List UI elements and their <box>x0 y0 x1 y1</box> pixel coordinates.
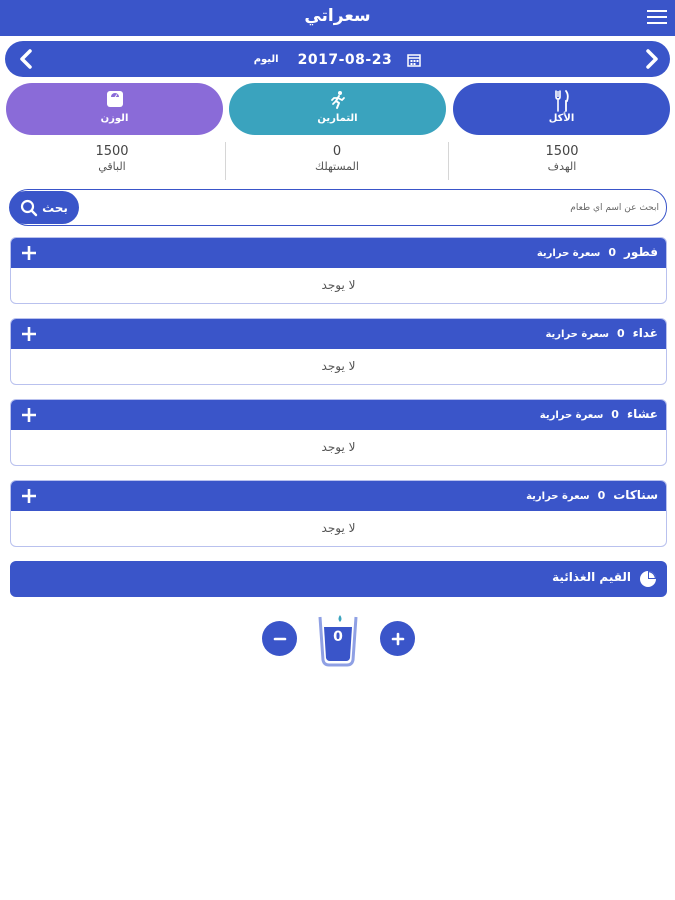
meal-empty-text: لا يوجد <box>321 359 356 373</box>
tab-weight[interactable] <box>6 83 223 135</box>
meal-calories-unit: سعرة حرارية <box>545 329 609 340</box>
meal-snacks <box>10 480 667 547</box>
search-button-label: بحث <box>42 200 68 215</box>
hamburger-menu-icon[interactable] <box>647 10 667 26</box>
tab-weight-label: الوزن <box>100 113 129 124</box>
remaining-value: 1500 <box>95 144 129 159</box>
meal-calories: 0 <box>616 327 625 340</box>
scale-icon <box>106 90 124 108</box>
add-snacks-button[interactable] <box>17 484 41 508</box>
meal-calories-unit: سعرة حرارية <box>536 248 601 259</box>
meal-header <box>11 481 666 511</box>
meal-title <box>540 407 658 421</box>
tab-exercise[interactable] <box>229 83 446 135</box>
stat-goal <box>450 142 674 180</box>
chevron-right-icon[interactable] <box>637 45 665 73</box>
meal-calories-unit: سعرة حرارية <box>539 410 604 421</box>
app-title: سعراتي <box>304 6 371 26</box>
app-header <box>0 0 675 36</box>
meal-header <box>11 319 666 349</box>
meal-name: غداء <box>632 326 658 340</box>
pie-chart-icon <box>639 570 657 588</box>
calendar-icon <box>407 53 421 67</box>
meal-title <box>526 488 658 502</box>
meal-header <box>11 238 666 268</box>
nutrition-label: القيم الغذائية <box>552 570 631 584</box>
consumed-label: المستهلك <box>315 160 359 173</box>
stat-consumed <box>225 142 449 180</box>
tab-food-label: الأكل <box>548 113 575 124</box>
meal-title <box>545 326 658 340</box>
meal-calories: 0 <box>608 246 617 259</box>
meal-empty-text: لا يوجد <box>321 440 356 454</box>
plus-icon <box>390 631 406 647</box>
search-icon <box>20 199 38 217</box>
meal-name: سناكات <box>613 488 658 502</box>
meal-calories-unit: سعرة حرارية <box>526 491 590 502</box>
add-lunch-button[interactable] <box>17 322 41 346</box>
meal-title <box>537 245 658 259</box>
meal-calories: 0 <box>611 408 619 421</box>
meal-name: فطور <box>624 245 658 259</box>
meal-empty-text: لا يوجد <box>321 278 356 292</box>
date-display[interactable] <box>5 49 670 68</box>
meal-lunch <box>10 318 667 385</box>
meal-empty-text: لا يوجد <box>321 521 356 535</box>
goal-value: 1500 <box>545 144 579 159</box>
fork-knife-icon <box>554 90 570 112</box>
add-breakfast-button[interactable] <box>17 241 41 265</box>
add-dinner-button[interactable] <box>17 403 41 427</box>
minus-icon <box>272 631 288 647</box>
meal-name: عشاء <box>626 407 658 421</box>
today-label: اليوم <box>253 54 279 65</box>
search-input[interactable] <box>83 198 659 218</box>
stat-remaining <box>0 142 224 180</box>
tab-exercise-label: التمارين <box>317 113 358 124</box>
consumed-value: 0 <box>332 144 342 159</box>
remaining-label: الباقي <box>98 160 126 173</box>
food-search <box>10 189 667 226</box>
nutrition-values-button[interactable] <box>10 561 667 597</box>
water-plus-button[interactable] <box>380 621 415 656</box>
water-count: 0 <box>333 629 343 645</box>
current-date: 2017-08-23 <box>297 51 393 68</box>
meal-dinner <box>10 399 667 466</box>
goal-label: الهدف <box>547 160 577 173</box>
meal-header <box>11 400 666 430</box>
search-button[interactable] <box>9 191 79 224</box>
meal-calories: 0 <box>597 489 606 502</box>
date-navigator <box>5 41 670 77</box>
tab-food[interactable] <box>453 83 670 135</box>
running-icon <box>329 90 347 110</box>
meal-breakfast <box>10 237 667 304</box>
water-minus-button[interactable] <box>262 621 297 656</box>
